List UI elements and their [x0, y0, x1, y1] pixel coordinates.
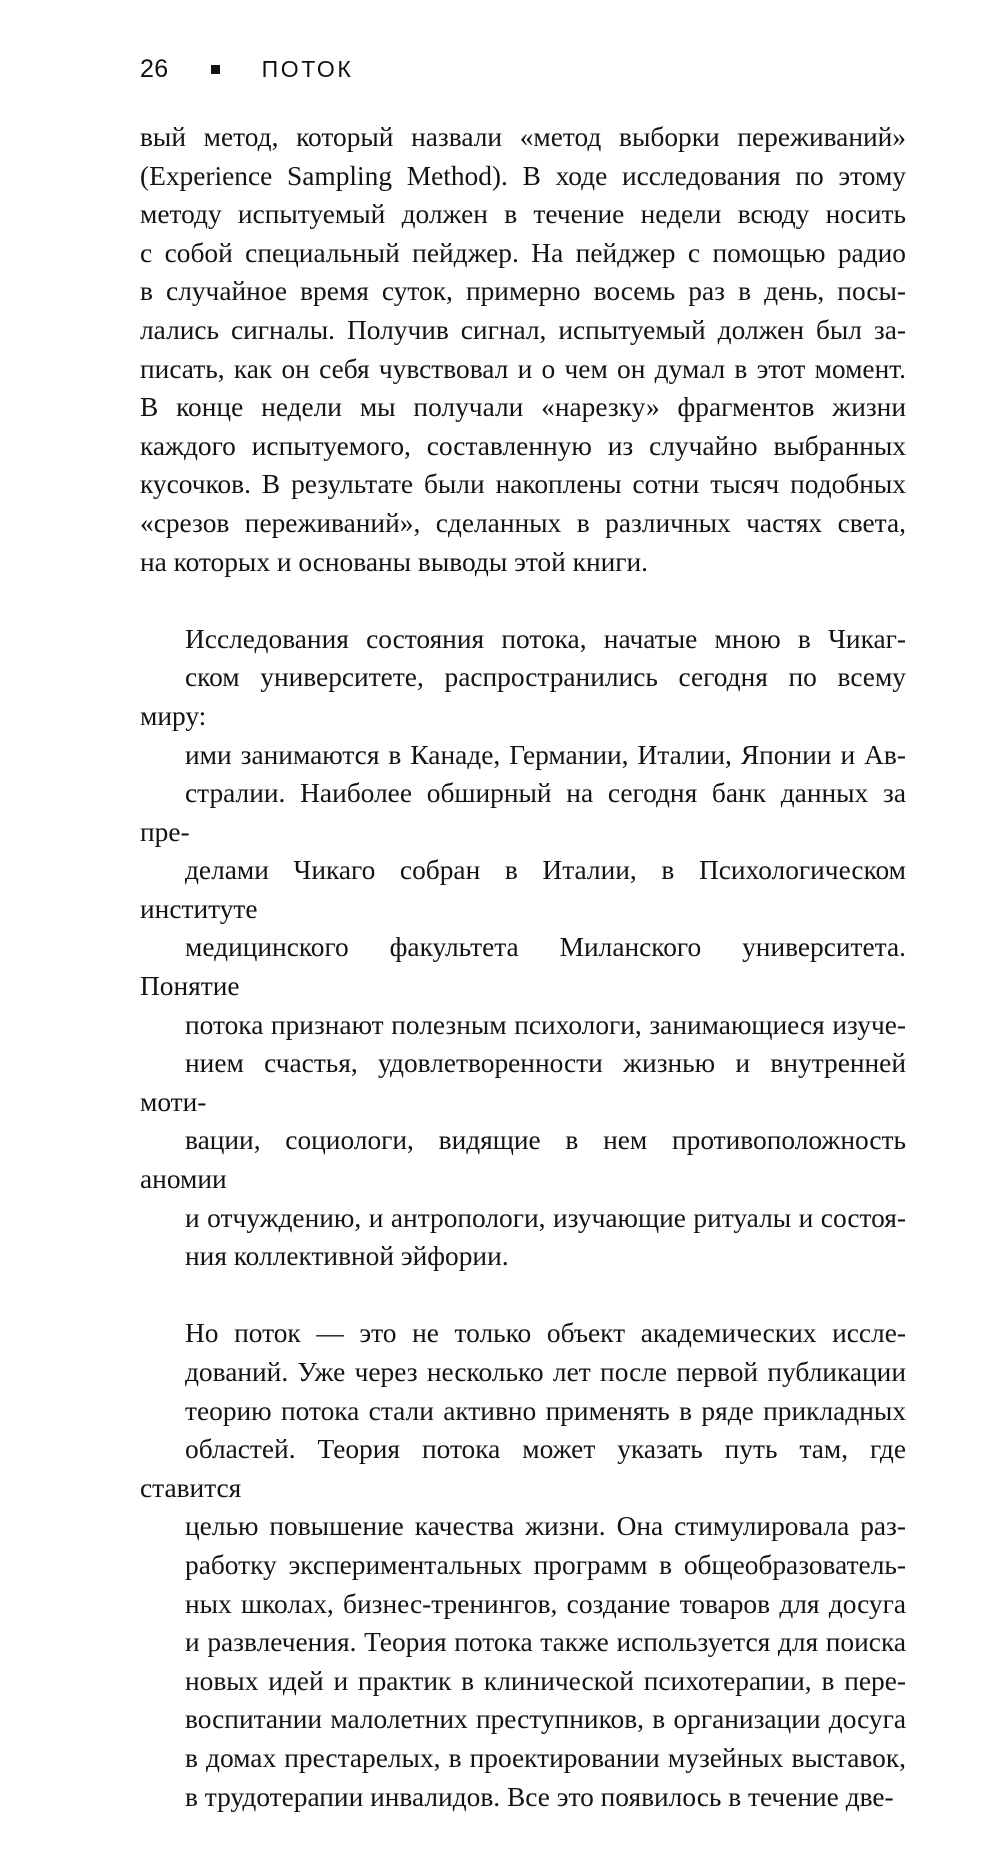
- text-line: в случайное время суток, примерно восемь раз в день, посы-: [140, 276, 906, 307]
- text-line: (Experience Sampling Method). В ходе исследования по этому: [140, 160, 906, 191]
- paragraph-3: [140, 1314, 913, 1854]
- text-line: Но поток — это не только объект академических иссле-: [185, 1318, 906, 1349]
- text-line: дований. Уже через несколько лет после первой публикации: [185, 1357, 906, 1387]
- text-line: вый метод, который назвали «метод выборки переживаний»: [140, 122, 906, 152]
- text-line: писать, как он себя чувствовал и о чем он думал в этот момент.: [140, 353, 906, 384]
- text-line: Исследования состояния потока, начатые мною в Чикаг-: [185, 623, 906, 654]
- paragraph-2: [140, 620, 913, 1315]
- text-line: и развлечения. Теория потока также используется для поиска: [185, 1627, 906, 1658]
- text-line: кусочков. В результате были накоплены сотни тысяч подобных: [140, 469, 906, 500]
- text-line: В конце недели мы получали «нарезку» фрагментов жизни: [140, 392, 906, 423]
- text-line: лались сигналы. Получив сигнал, испытуемый должен был за-: [140, 314, 906, 345]
- text-line: нием счастья, удовлетворенности жизнью и внутренней моти-: [140, 1048, 913, 1117]
- text-line: стралии. Наиболее обширный на сегодня банк данных за пре-: [140, 778, 913, 847]
- text-line: ими занимаются в Канаде, Германии, Италии, Японии и Ав-: [185, 739, 906, 770]
- text-line: ском университете, распространились сегодня по всему миру:: [140, 662, 913, 731]
- text-line: и отчуждению, и антропологи, изучающие ритуалы и состоя-: [185, 1202, 906, 1233]
- text-line: в трудотерапии инвалидов. Все это появилось в течение две-: [185, 1781, 894, 1812]
- text-line: ных школах, бизнес-тренингов, создание товаров для досуга: [185, 1588, 906, 1619]
- text-line: делами Чикаго собран в Италии, в Психологическом институте: [140, 855, 913, 924]
- running-head: [140, 53, 353, 85]
- text-line: медицинского факультета Миланского университета. Понятие: [140, 932, 913, 1002]
- text-line: методу испытуемый должен в течение недели всюду носить: [140, 199, 906, 230]
- text-line: теорию потока стали активно применять в ряде прикладных: [185, 1395, 906, 1426]
- text-line: на которых и основаны выводы этой книги.: [140, 546, 648, 577]
- text-line: областей. Теория потока может указать путь там, где ставится: [140, 1434, 913, 1503]
- text-line: воспитании малолетних преступников, в организации досуга: [185, 1704, 906, 1735]
- text-line: потока признают полезным психологи, занимающиеся изуче-: [185, 1009, 906, 1040]
- text-line: работку экспериментальных программ в общеобразователь-: [185, 1549, 906, 1580]
- text-line: с собой специальный пейджер. На пейджер с помощью радио: [140, 237, 906, 268]
- text-line: вации, социологи, видящие в нем противоположность аномии: [140, 1125, 913, 1195]
- text-line: ния коллективной эйфории.: [185, 1241, 509, 1272]
- page-number: 26: [140, 54, 169, 83]
- text-line: каждого испытуемого, составленную из случайно выбранных: [140, 430, 906, 461]
- text-line: в домах престарелых, в проектировании музейных выставок,: [185, 1742, 906, 1773]
- text-line: «срезов переживаний», сделанных в различных частях света,: [140, 507, 906, 538]
- chapter-title: ПОТОК: [261, 55, 354, 82]
- square-bullet-icon: [211, 65, 220, 74]
- paragraph-1: [140, 118, 906, 620]
- text-line: целью повышение качества жизни. Она стимулировала раз-: [185, 1511, 906, 1542]
- body-text-block: [140, 118, 913, 1855]
- text-line: новых идей и практик в клинической психотерапии, в пере-: [185, 1665, 906, 1696]
